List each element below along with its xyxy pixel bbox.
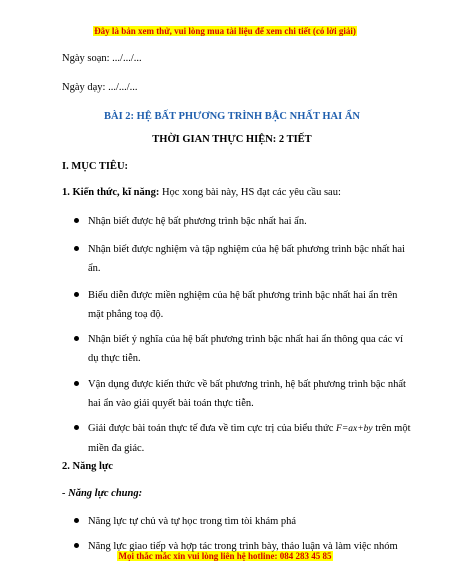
competency-text: Năng lực tự chủ và tự học trong tìm tòi khám phá — [88, 516, 297, 527]
preview-banner — [0, 26, 450, 37]
objective-text: Vận dụng được kiến thức về bất phương trình, hệ bất phương trình bậc nhất hai ẩn vào giải quyết bài toán thực tiễn. — [88, 379, 406, 409]
objective-text: Nhận biết được nghiệm và tập nghiệm của hệ bất phương trình bậc nhất hai ẩn. — [88, 244, 405, 274]
list-item — [62, 375, 414, 413]
lesson-title: BÀI 2: HỆ BẤT PHƯƠNG TRÌNH BẬC NHẤT HAI ẨN — [103, 111, 361, 122]
bullet-icon — [74, 518, 79, 523]
knowledge-label: 1. Kiến thức, kĩ năng: — [62, 187, 160, 198]
objective-text: Nhận biết được hệ bất phương trình bậc nhất hai ẩn. — [88, 216, 307, 227]
list-item — [62, 330, 414, 368]
bullet-icon — [74, 292, 79, 297]
list-item — [62, 240, 414, 278]
objective-text: Biểu diễn được miền nghiệm của hệ bất phương trình bậc nhất hai ẩn trên mặt phẳng toạ độ. — [88, 290, 398, 320]
date-taught: Ngày dạy: .../.../... — [62, 82, 138, 93]
objective-text — [62, 419, 414, 458]
section-heading-competency: 2. Năng lực — [62, 461, 113, 472]
list-item — [62, 212, 414, 231]
bullet-icon — [74, 246, 79, 251]
objective-text: Nhận biết ý nghĩa của hệ bất phương trình bậc nhất hai ẩn thông qua các ví dụ thực tiễn. — [88, 334, 404, 364]
formula: F=ax+by — [336, 424, 373, 434]
list-item — [62, 537, 414, 556]
bullet-icon — [74, 543, 79, 548]
general-competency-heading: - Năng lực chung: — [62, 488, 143, 499]
list-item — [62, 419, 414, 458]
hotline-banner-text: Mọi thắc mắc xin vui lòng liên hệ hotline: 084 283 45 85 — [118, 551, 332, 561]
bullet-icon — [74, 381, 79, 386]
knowledge-line — [62, 186, 341, 199]
competency-text: Năng lực giao tiếp và hợp tác trong trình bày, thảo luận và làm việc nhóm — [88, 541, 398, 552]
objective-text-after: trên một miền đa giác. — [88, 423, 411, 454]
section-heading-objectives: I. MỤC TIÊU: — [62, 161, 129, 172]
objective-text-before: Giải được bài toán thực tế đưa về tìm cực trị của biểu thức — [88, 423, 337, 434]
bullet-icon — [74, 425, 79, 430]
date-prepared: Ngày soạn: .../.../... — [62, 53, 142, 64]
lesson-duration: THỜI GIAN THỰC HIỆN: 2 TIẾT — [152, 134, 312, 145]
bullet-icon — [74, 218, 79, 223]
list-item — [62, 286, 414, 324]
list-item — [62, 512, 414, 531]
preview-banner-text: Đây là bản xem thử, vui lòng mua tài liệu để xem chi tiết (có lời giải) — [94, 26, 356, 36]
knowledge-text: Học xong bài này, HS đạt các yêu cầu sau: — [159, 187, 341, 198]
bullet-icon — [74, 336, 79, 341]
